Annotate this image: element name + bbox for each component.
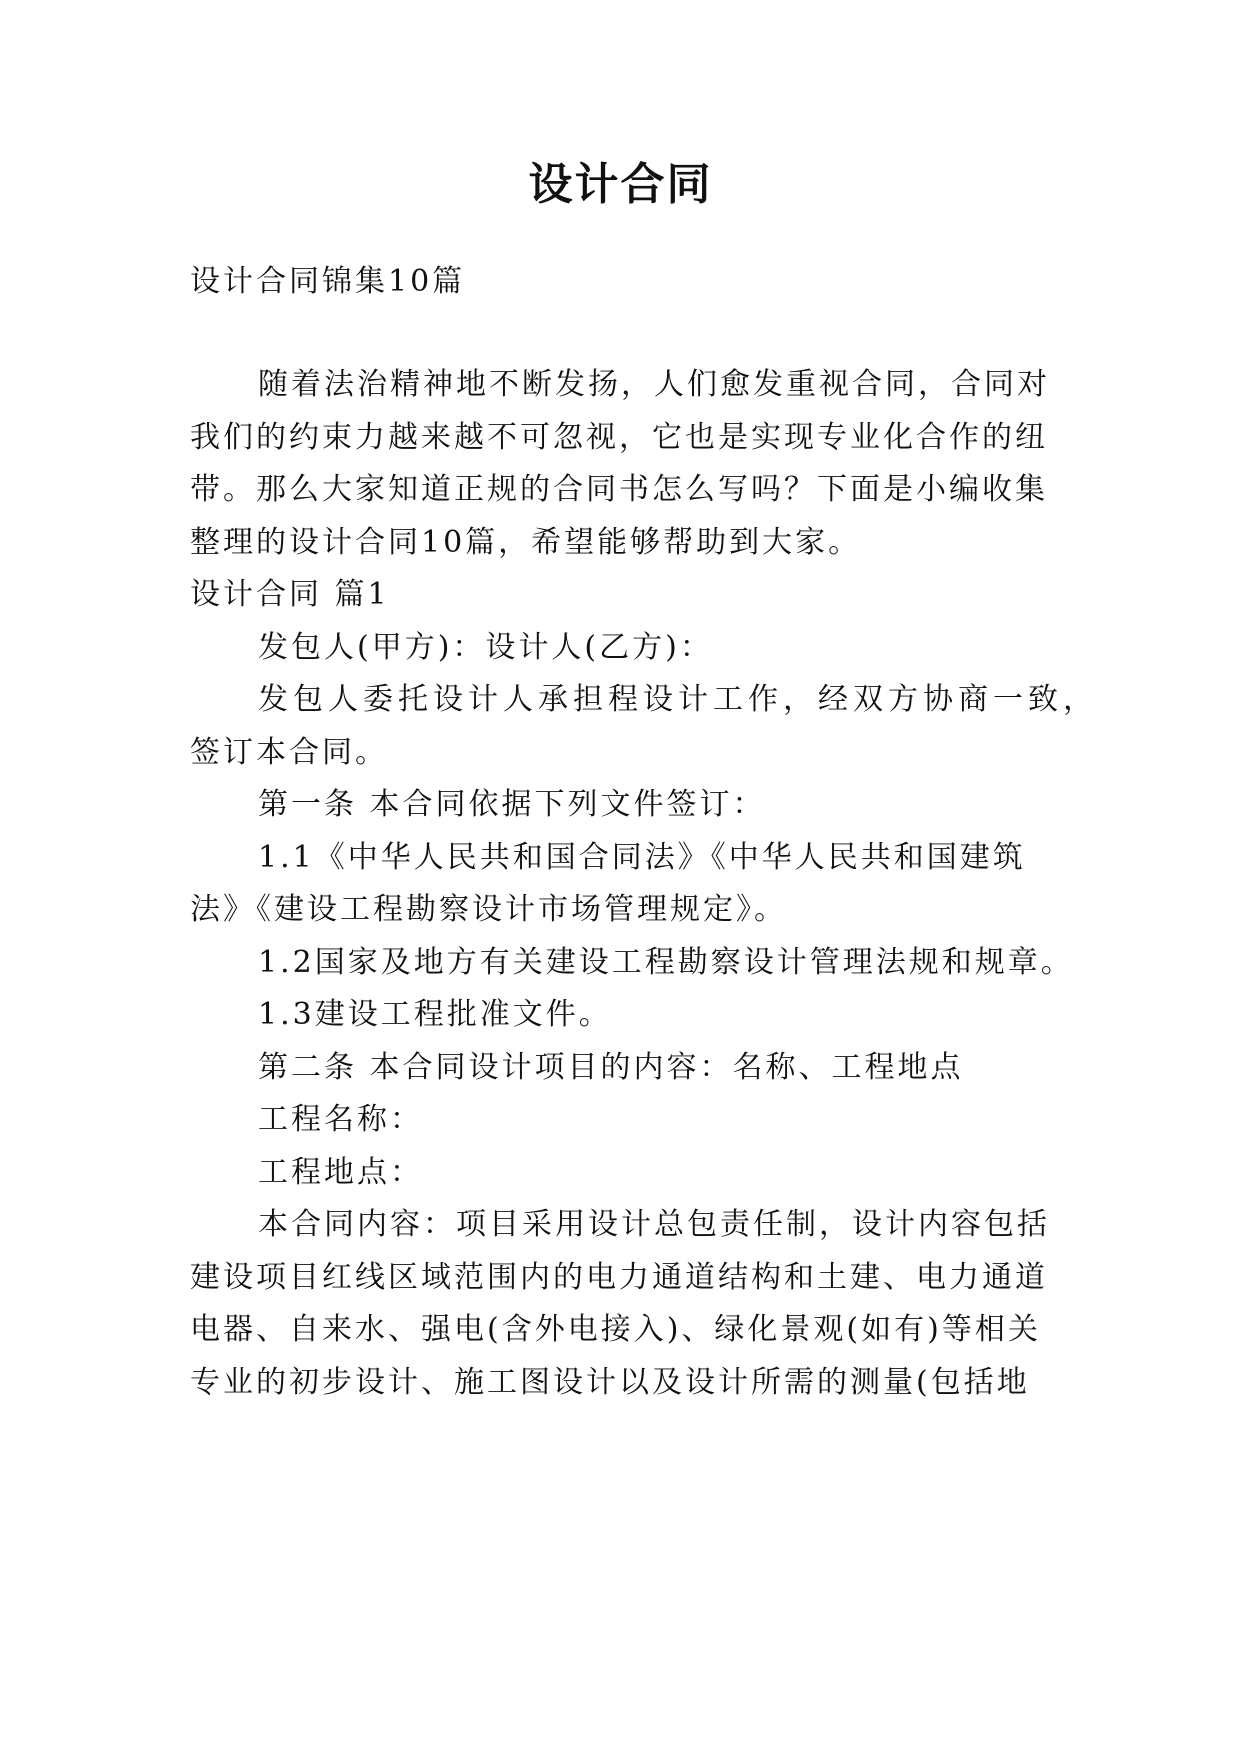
body-line: 发包人(甲方)：设计人(乙方)： (258, 630, 713, 665)
body-line: 发包人委托设计人承担程设计工作，经双方协商一致， (258, 682, 1098, 717)
section-heading: 设计合同 篇1 (190, 577, 390, 612)
intro-line: 整理的设计合同10篇，希望能够帮助到大家。 (190, 525, 862, 560)
body-line: 第一条 本合同依据下列文件签订： (258, 787, 766, 822)
body-line: 1.1《中华人民共和国合同法》《中华人民共和国建筑 (258, 840, 1026, 875)
body-line: 第二条 本合同设计项目的内容：名称、工程地点 (258, 1050, 964, 1085)
intro-line: 随着法治精神地不断发扬，人们愈发重视合同，合同对 (258, 367, 1050, 402)
body-line: 工程名称： (258, 1102, 423, 1137)
body-line: 法》《建设工程勘察设计市场管理规定》。 (190, 892, 787, 927)
body-line: 建设项目红线区域范围内的电力通道结构和土建、电力通道 (190, 1260, 1048, 1295)
body-line: 1.2国家及地方有关建设工程勘察设计管理法规和规章。 (258, 945, 1074, 980)
body-line: 1.3建设工程批准文件。 (258, 997, 612, 1032)
body-line: 工程地点： (258, 1155, 423, 1190)
document-title: 设计合同 (528, 159, 713, 210)
body-line: 电器、自来水、强电(含外电接入)、绿化景观(如有)等相关 (190, 1312, 1041, 1347)
document-subtitle: 设计合同锦集10篇 (190, 264, 466, 299)
intro-line: 我们的约束力越来越不可忽视，它也是实现专业化合作的纽 (190, 420, 1048, 455)
body-line: 签订本合同。 (190, 735, 388, 770)
intro-line: 带。那么大家知道正规的合同书怎么写吗？下面是小编收集 (190, 472, 1048, 507)
body-line: 专业的初步设计、施工图设计以及设计所需的测量(包括地 (190, 1365, 1030, 1400)
body-line: 本合同内容：项目采用设计总包责任制，设计内容包括 (258, 1207, 1050, 1242)
